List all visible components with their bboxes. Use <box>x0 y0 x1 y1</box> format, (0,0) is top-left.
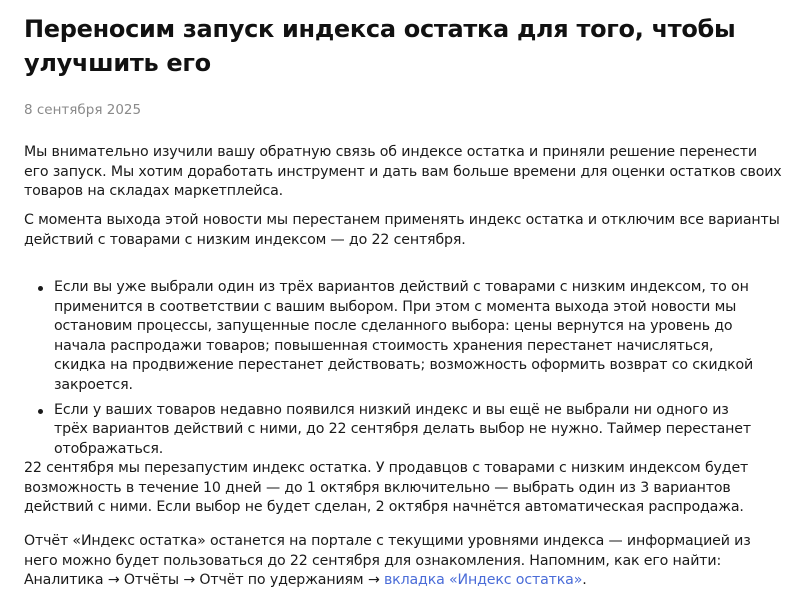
bullet-dot-icon <box>38 286 43 291</box>
article-title: Переносим запуск индекса остатка для того, чтобы улучшить его <box>24 15 736 77</box>
report-path-text: Отчёт «Индекс остатка» останется на портале с текущими уровнями индекса — информацией из него можно будет пользоваться до 22 сентября для ознакомления. Напомним, как его найти: Аналитика → Отчёты → Отчёт по удержаниям → <box>24 533 751 589</box>
list-item <box>24 401 760 460</box>
article-paragraph-report <box>24 532 784 591</box>
bullet-list <box>24 278 760 464</box>
article-paragraph-intro: Мы внимательно изучили вашу обратную связь об индексе остатка и приняли решение перенести его запуск. Мы хотим доработать инструмент и дать вам больше времени для оценки остатков своих товаров на складах маркетплейса. <box>24 144 782 200</box>
list-item <box>24 278 760 396</box>
list-item-text: Если вы уже выбрали один из трёх вариантов действий с товарами с низким индексом, то он применится в соответствии с вашим выбором. При этом с момента выхода этой новости мы остановим процессы, запущенные после сделанного выбора: цены вернутся на уровень до начала распродажи товаров; повышенная стоимость хранения перестанет начисляться, скидка на продвижение перестанет действовать; возможность оформить возврат со скидкой закроется. <box>54 279 754 393</box>
bullet-dot-icon <box>38 409 43 414</box>
article-paragraph-relaunch: 22 сентября мы перезапустим индекс остатка. У продавцов с товарами с низким индексом будет возможность в течение 10 дней — до 1 октября включительно — выбрать один из 3 вариантов действий с ними. Если выбор не будет сделан, 2 октября начнётся автоматическая распродажа. <box>24 460 749 516</box>
article-date: 8 сентября 2025 <box>24 102 142 118</box>
report-tab-link[interactable]: вкладка «Индекс остатка» <box>383 572 583 589</box>
report-path-end: . <box>582 572 587 589</box>
list-item-text: Если у ваших товаров недавно появился низкий индекс и вы ещё не выбрали ни одного из трёх вариантов действий с ними, до 22 сентября делать выбор не нужно. Таймер перестанет отображаться. <box>54 401 751 457</box>
article-paragraph-pause: С момента выхода этой новости мы перестанем применять индекс остатка и отключим все варианты действий с товарами с низким индексом — до 22 сентября. <box>24 212 780 248</box>
